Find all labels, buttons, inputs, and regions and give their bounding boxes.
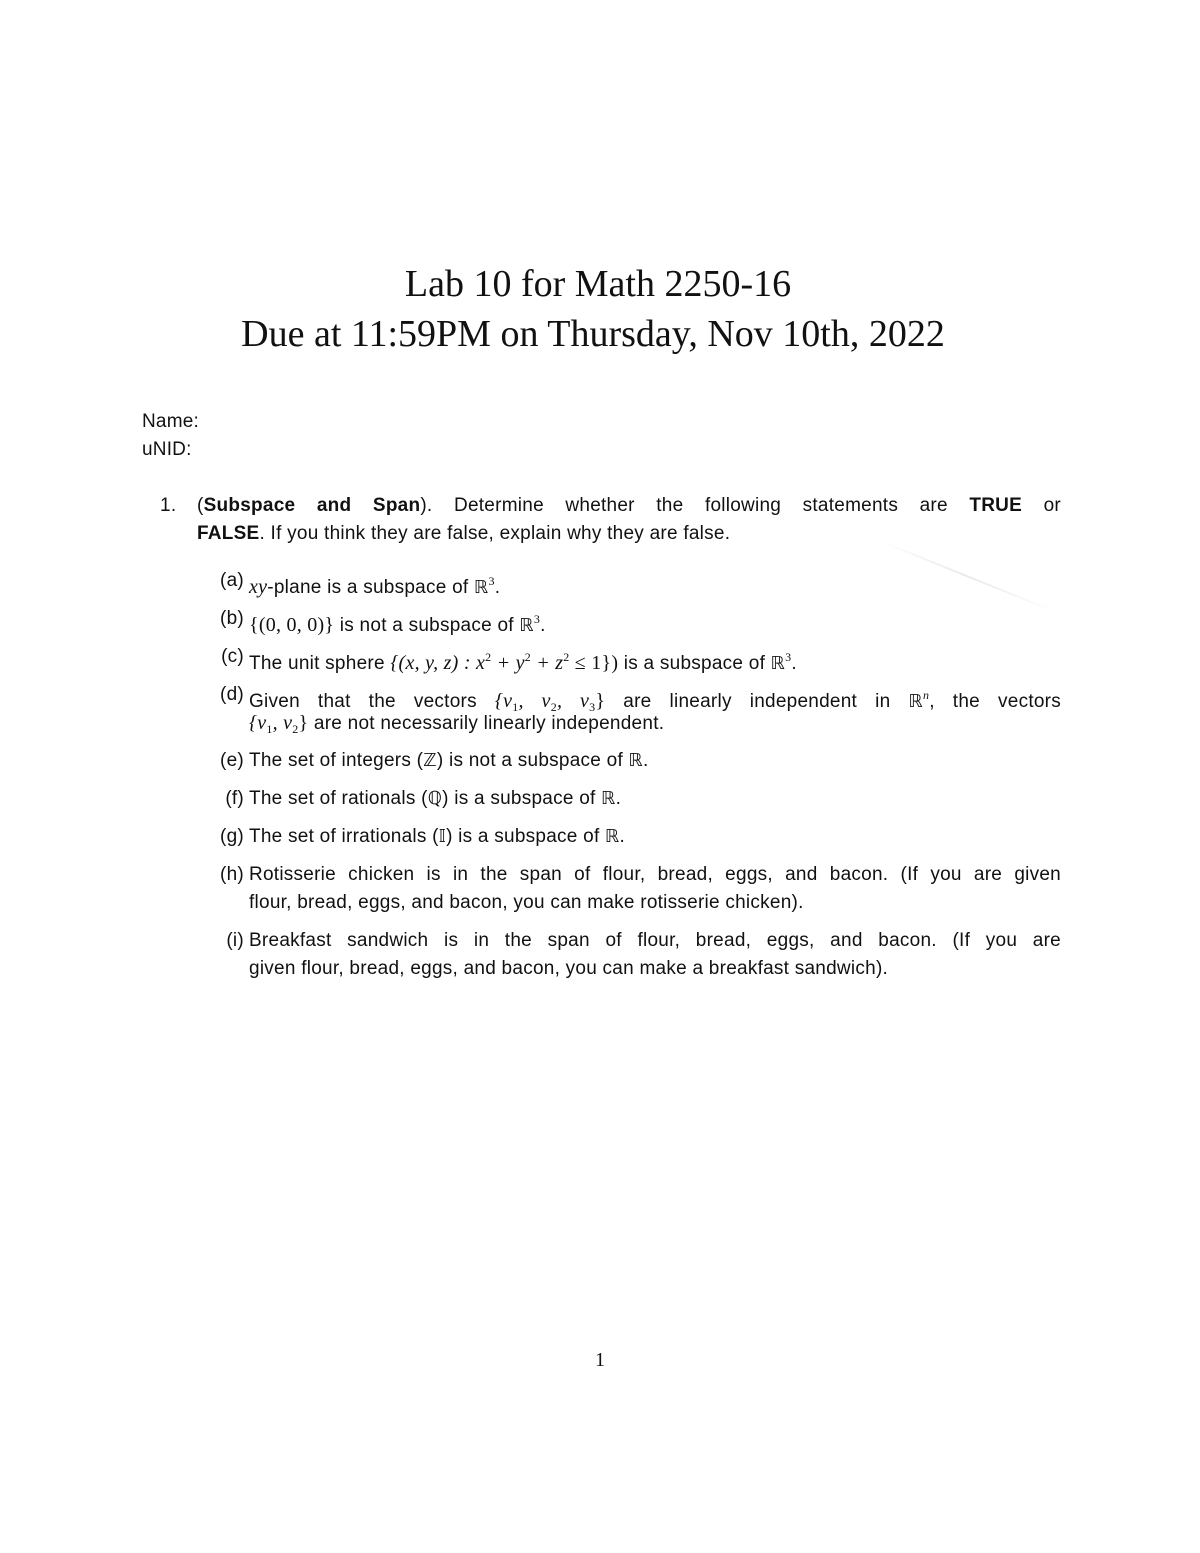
item-text-i-line-2: given flour, bread, eggs, and bacon, you can make a breakfast sandwich). [249,958,889,979]
item-text-c: The unit sphere {(x, y, z) : $x^2 + y^2 + z^2 \le 1$}) is a subspace of ℝ$^3$. [249,650,797,674]
item-text-h-line-2: flour, bread, eggs, and bacon, you can make rotisserie chicken). [249,892,804,913]
unid-field-label: uNID: [142,439,192,460]
item-label-e: (e) [220,750,244,771]
item-label-i: (i) [226,930,244,951]
question-number: 1. [160,495,177,516]
question-intro-line-2: FALSE. If you think they are false, explain why they are false. [197,523,731,544]
name-field-label: Name: [142,411,199,432]
item-text-f: The set of rationals (ℚ) is a subspace of ℝ. [249,788,622,809]
item-label-d: (d) [220,684,244,705]
item-text-b: {(0, 0, 0)} is not a subspace of ℝ$^3$. [249,612,546,636]
question-intro-line-1: (Subspace and Span). Determine whether the following statements are TRUE or [197,495,1061,516]
true-keyword: TRUE [969,495,1023,516]
due-date-line: Due at 11:59PM on Thursday, Nov 10th, 2022 [241,313,945,355]
item-label-a: (a) [220,570,244,591]
item-text-d-line-1: Given that the vectors {$v_1$, $v_2$, $v_3$} are linearly independent in ℝ$^n$, the vectors [249,688,1062,714]
document-title: Lab 10 for Math 2250-16 [404,263,792,305]
item-text-e: The set of integers (ℤ) is not a subspace of ℝ. [249,750,649,771]
item-text-i-line-1: Breakfast sandwich is in the span of flour, bread, eggs, and bacon. (If you are [249,930,1061,951]
item-label-h: (h) [220,864,244,885]
item-label-g: (g) [220,826,244,847]
question-topic: Subspace and Span [203,495,421,516]
item-text-g: The set of irrationals (𝕀) is a subspace of ℝ. [249,826,626,847]
item-text-d-line-2: {$v_1$, $v_2$} are not necessarily linearly independent. [249,712,665,736]
false-keyword: FALSE [197,523,260,544]
item-label-f: (f) [225,788,244,809]
item-text-a: xy-plane is a subspace of ℝ$^3$. [249,574,501,598]
item-label-c: (c) [221,646,244,667]
item-text-h-line-1: Rotisserie chicken is in the span of flour, bread, eggs, and bacon. (If you are given [249,864,1061,885]
page-number: 1 [595,1349,605,1371]
item-label-b: (b) [220,608,244,629]
